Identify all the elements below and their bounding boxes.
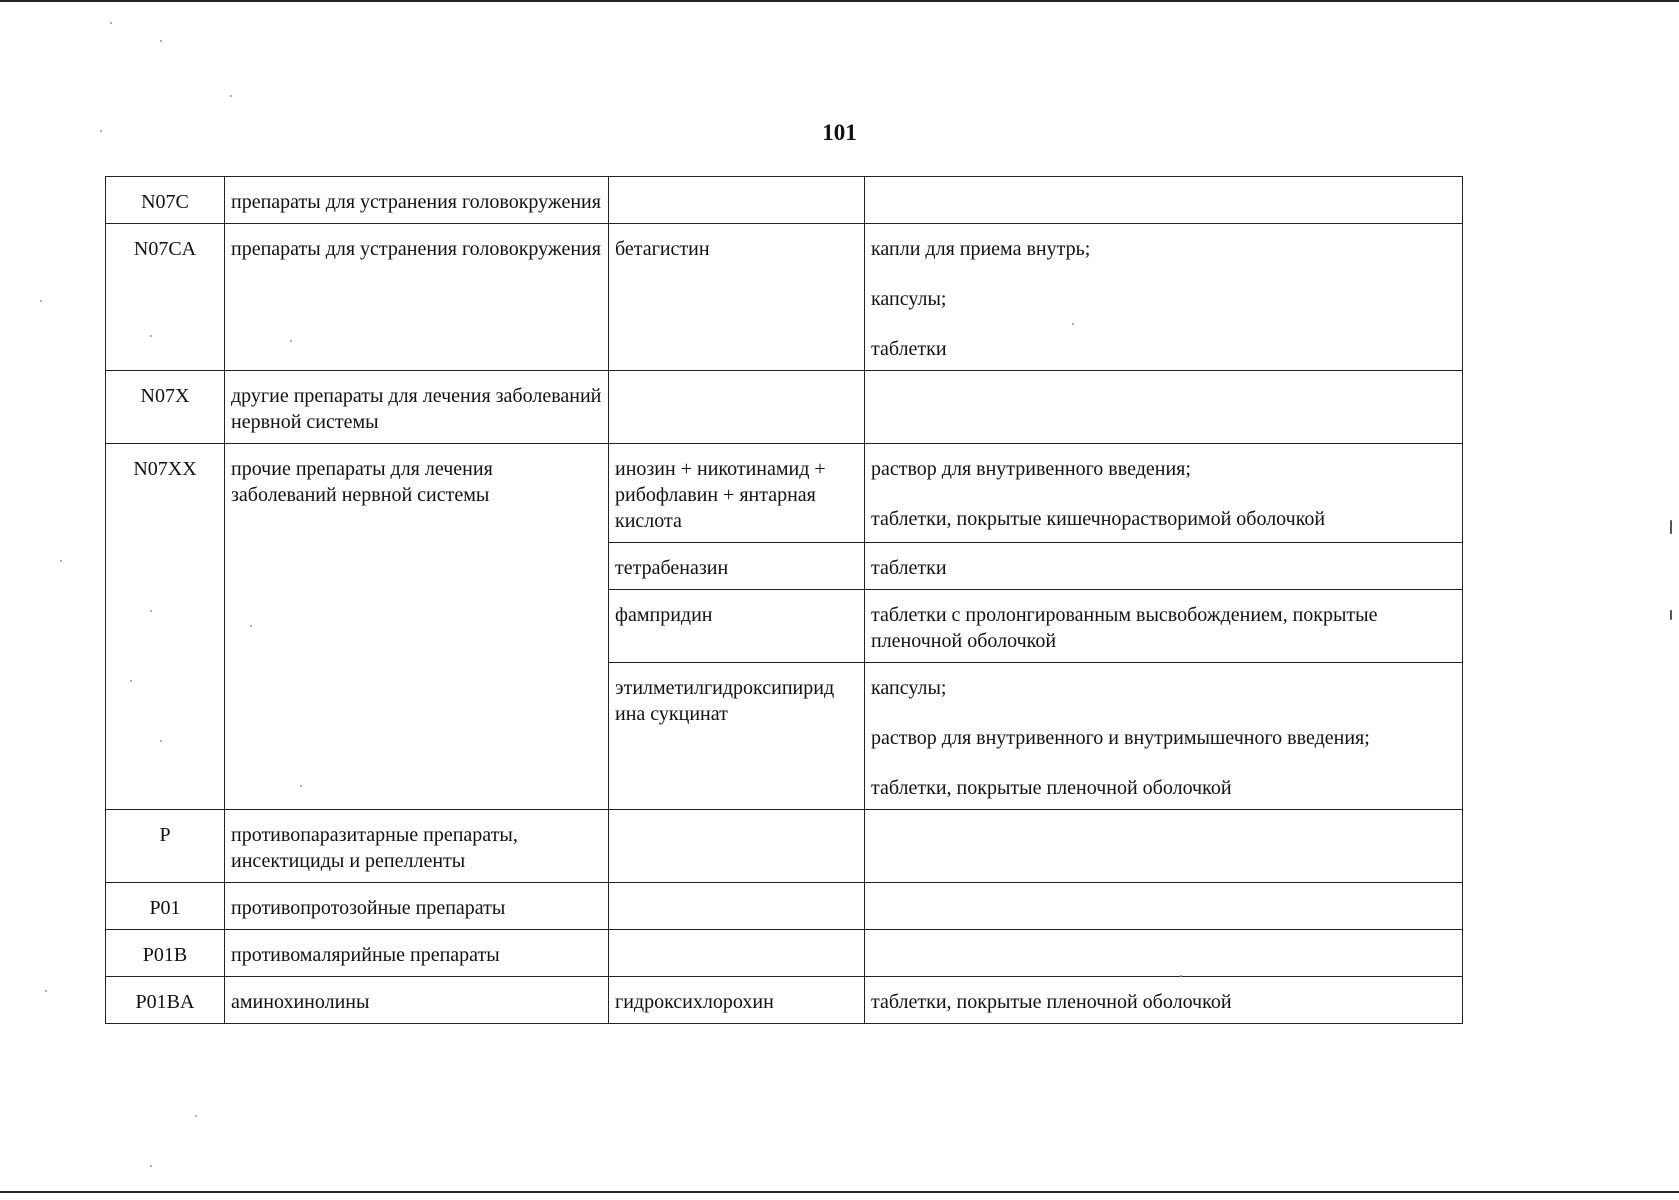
dosage-form: таблетки, покрытые пленочной оболочкой xyxy=(871,777,1232,799)
anatomical-group-cell: препараты для устранения головокружения xyxy=(225,177,609,224)
substance-name-cell xyxy=(609,930,865,977)
dosage-forms-cell xyxy=(865,930,1463,977)
scan-speck xyxy=(1670,520,1672,534)
anatomical-group-cell: противопаразитарные препараты, инсектициды и репелленты xyxy=(225,810,609,883)
atc-code-cell: P01 xyxy=(106,883,225,930)
table-row xyxy=(106,930,1463,977)
scan-speck xyxy=(230,95,232,97)
scan-speck xyxy=(250,625,252,627)
dosage-form: таблетки с пролонгированным высвобождением, покрытые пленочной оболочкой xyxy=(871,604,1378,652)
table-body xyxy=(106,177,1463,1024)
dosage-forms-cell xyxy=(865,224,1463,371)
substance-name-cell: фампридин xyxy=(609,590,865,663)
table-row xyxy=(106,444,1463,543)
drug-classification-table xyxy=(105,176,1463,1024)
scan-speck xyxy=(100,130,102,132)
scan-speck xyxy=(160,740,162,742)
dosage-forms-cell xyxy=(865,663,1463,810)
atc-code-cell: P01BA xyxy=(106,977,225,1024)
atc-code-cell: P01B xyxy=(106,930,225,977)
substance-name-cell xyxy=(609,810,865,883)
dosage-form: раствор для внутривенного введения; xyxy=(871,458,1191,480)
table-row xyxy=(106,177,1463,224)
table-row xyxy=(106,883,1463,930)
scan-speck xyxy=(1072,323,1074,325)
table-row xyxy=(106,810,1463,883)
dosage-forms-cell xyxy=(865,444,1463,543)
page-number: 101 xyxy=(822,120,857,145)
dosage-form: капсулы; xyxy=(871,677,947,699)
anatomical-group-cell: противомалярийные препараты xyxy=(225,930,609,977)
dosage-form: таблетки xyxy=(871,338,947,360)
substance-name-cell: этилметилгидроксипирид ина сукцинат xyxy=(609,663,865,810)
scan-speck xyxy=(195,1115,197,1117)
anatomical-group-cell: прочие препараты для лечения заболеваний нервной системы xyxy=(225,444,609,810)
anatomical-group-cell: аминохинолины xyxy=(225,977,609,1024)
substance-name-cell: инозин + никотинамид + рибофлавин + янтарная кислота xyxy=(609,444,865,543)
atc-code-cell: N07C xyxy=(106,177,225,224)
scan-speck xyxy=(60,560,62,562)
table-row xyxy=(106,977,1463,1024)
dosage-forms-cell xyxy=(865,543,1463,590)
scan-border-top xyxy=(0,0,1679,2)
anatomical-group-cell: противопротозойные препараты xyxy=(225,883,609,930)
anatomical-group-cell: другие препараты для лечения заболеваний нервной системы xyxy=(225,371,609,444)
dosage-form: таблетки xyxy=(871,557,947,579)
dosage-forms-cell xyxy=(865,883,1463,930)
scan-speck xyxy=(130,680,132,682)
dosage-forms-cell xyxy=(865,810,1463,883)
atc-code-cell: P xyxy=(106,810,225,883)
scan-speck xyxy=(300,785,302,787)
scan-speck xyxy=(1180,975,1182,977)
substance-name-cell: тетрабеназин xyxy=(609,543,865,590)
scan-border-bottom xyxy=(0,1191,1679,1193)
substance-name-cell: гидроксихлорохин xyxy=(609,977,865,1024)
dosage-forms-cell xyxy=(865,977,1463,1024)
dosage-form: таблетки, покрытые кишечнорастворимой оболочкой xyxy=(871,508,1326,530)
substance-name-cell: бетагистин xyxy=(609,224,865,371)
dosage-form: капли для приема внутрь; xyxy=(871,238,1091,260)
scan-speck xyxy=(45,990,47,992)
dosage-form: раствор для внутривенного и внутримышечного введения; xyxy=(871,727,1370,749)
dosage-forms-cell xyxy=(865,371,1463,444)
anatomical-group-cell: препараты для устранения головокружения xyxy=(225,224,609,371)
scan-speck xyxy=(150,610,152,612)
substance-name-cell xyxy=(609,371,865,444)
dosage-form: капсулы; xyxy=(871,288,947,310)
atc-code-cell: N07CA xyxy=(106,224,225,371)
scan-speck xyxy=(40,300,42,302)
dosage-forms-cell xyxy=(865,590,1463,663)
dosage-forms-cell xyxy=(865,177,1463,224)
scan-speck xyxy=(1670,610,1672,620)
atc-code-cell: N07X xyxy=(106,371,225,444)
scan-speck xyxy=(160,40,162,42)
scan-speck xyxy=(150,1165,152,1167)
table-row xyxy=(106,371,1463,444)
scan-speck xyxy=(150,335,152,337)
dosage-form: таблетки, покрытые пленочной оболочкой xyxy=(871,991,1232,1013)
atc-code-cell: N07XX xyxy=(106,444,225,810)
table-row xyxy=(106,224,1463,371)
scan-speck xyxy=(290,340,292,342)
scan-speck xyxy=(110,22,112,24)
substance-name-cell xyxy=(609,177,865,224)
substance-name-cell xyxy=(609,883,865,930)
